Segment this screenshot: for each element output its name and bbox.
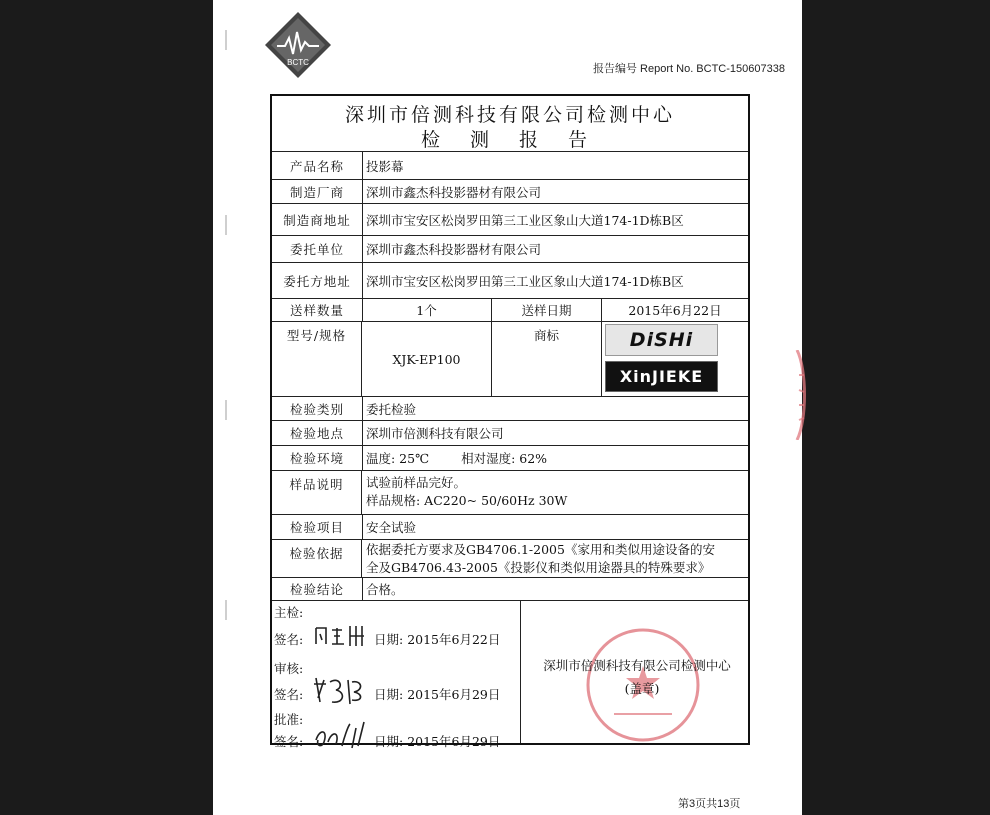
temperature-value: 温度: 25℃ — [366, 451, 430, 466]
row-test-item — [272, 514, 748, 539]
report-subtitle: 检 测 报 告 — [420, 129, 600, 151]
humidity-value: 相对湿度: 62% — [461, 451, 548, 466]
row-manufacturer-address — [272, 203, 748, 235]
row-product-name — [272, 151, 748, 179]
label-test-type: 检验类别 — [272, 397, 363, 420]
seal-note: (盖章) — [624, 681, 660, 696]
value-test-type: 委托检验 — [366, 401, 417, 417]
label-conclusion: 检验结论 — [272, 578, 363, 600]
report-page — [213, 0, 802, 815]
reviewer-label: 审核: — [274, 661, 304, 676]
row-environment — [272, 445, 748, 470]
label-client-address: 委托方地址 — [272, 263, 363, 298]
value-client-address: 深圳市宝安区松岗罗田第三工业区象山大道174-1D栋B区 — [366, 273, 684, 289]
value-test-item: 安全试验 — [366, 520, 417, 535]
label-sample-description: 样品说明 — [272, 471, 362, 514]
label-test-item: 检验项目 — [272, 515, 363, 539]
inspector-date: 2015年6月22日 — [407, 632, 501, 647]
reviewer-date: 2015年6月29日 — [407, 687, 501, 702]
value-sample-description — [366, 471, 744, 514]
approver-signature-icon — [312, 718, 372, 752]
value-product-name: 投影幕 — [366, 158, 404, 174]
row-sample-quantity — [272, 298, 748, 321]
reviewer-sign-label: 签名: — [274, 687, 304, 702]
label-client: 委托单位 — [272, 236, 363, 262]
row-manufacturer — [272, 179, 748, 203]
row-client — [272, 235, 748, 262]
value-conclusion: 合格。 — [366, 582, 404, 597]
side-seal-fragment-icon — [795, 350, 809, 440]
approver-date-label: 日期: — [374, 734, 404, 749]
value-test-location: 深圳市倍测科技有限公司 — [366, 426, 504, 441]
value-environment — [366, 446, 744, 470]
reviewer-date-label: 日期: — [374, 687, 404, 702]
value-client: 深圳市鑫杰科投影器材有限公司 — [366, 242, 542, 257]
brand-logo-dishi: DiSHi — [605, 324, 718, 356]
reviewer-date-row — [374, 685, 500, 703]
binder-mark — [225, 215, 233, 235]
row-test-location — [272, 420, 748, 445]
approver-date-row — [374, 732, 500, 750]
inspector-date-label: 日期: — [374, 632, 404, 647]
approver-label: 批准: — [274, 712, 304, 727]
sample-description-line: 样品规格: AC220~ 50/60Hz 30W — [366, 493, 568, 508]
inspector-date-row — [374, 630, 500, 648]
test-basis-line: 依据委托方要求及GB4706.1-2005《家用和类似用途设备的安 — [366, 542, 715, 557]
row-test-basis — [272, 539, 748, 577]
svg-text:BCTC: BCTC — [287, 58, 309, 67]
value-sample-date: 2015年6月22日 — [628, 303, 722, 318]
brand-logo-xinjieke: XinJIEKE — [605, 361, 718, 392]
label-sample-quantity: 送样数量 — [272, 299, 363, 321]
binder-mark — [225, 400, 233, 420]
row-test-type — [272, 396, 748, 420]
test-basis-line: 全及GB4706.43-2005《投影仪和类似用途器具的特殊要求》 — [366, 560, 711, 575]
lab-name: 深圳市倍测科技有限公司检测中心 — [543, 658, 731, 673]
value-sample-quantity: 1个 — [362, 299, 492, 321]
page-number: 第3页共13页 — [678, 798, 741, 810]
label-manufacturer-address: 制造商地址 — [272, 204, 363, 235]
value-manufacturer: 深圳市鑫杰科投影器材有限公司 — [366, 184, 542, 200]
label-sample-date: 送样日期 — [492, 299, 602, 321]
label-environment: 检验环境 — [272, 446, 363, 470]
label-model: 型号/规格 — [272, 322, 362, 396]
label-test-location: 检验地点 — [272, 421, 363, 445]
binder-mark — [225, 30, 233, 50]
signature-section — [272, 600, 521, 749]
row-sample-description — [272, 470, 748, 514]
reviewer-signature-icon — [310, 674, 370, 708]
report-title: 深圳市倍测科技有限公司检测中心 — [344, 104, 675, 126]
approver-date: 2015年6月29日 — [407, 734, 501, 749]
value-test-basis — [366, 540, 744, 577]
inspector-label: 主检: — [274, 605, 304, 620]
inspector-signature-icon — [312, 622, 372, 650]
bctc-logo-icon — [263, 10, 333, 80]
report-number: 报告编号 Report No. BCTC-150607338 — [593, 63, 785, 75]
sample-description-line: 试验前样品完好。 — [366, 475, 467, 490]
label-manufacturer: 制造厂商 — [272, 180, 363, 203]
label-product-name: 产品名称 — [272, 152, 363, 179]
label-test-basis: 检验依据 — [272, 540, 362, 577]
value-model: XJK-EP100 — [362, 322, 492, 396]
value-manufacturer-address: 深圳市宝安区松岗罗田第三工业区象山大道174-1D栋B区 — [366, 212, 684, 228]
row-conclusion — [272, 577, 748, 600]
inspector-sign-label: 签名: — [274, 632, 304, 647]
binder-mark — [225, 600, 233, 620]
row-client-address — [272, 262, 748, 298]
approver-sign-label: 签名: — [274, 734, 304, 749]
report-table — [270, 94, 750, 749]
label-brand: 商标 — [492, 322, 602, 396]
